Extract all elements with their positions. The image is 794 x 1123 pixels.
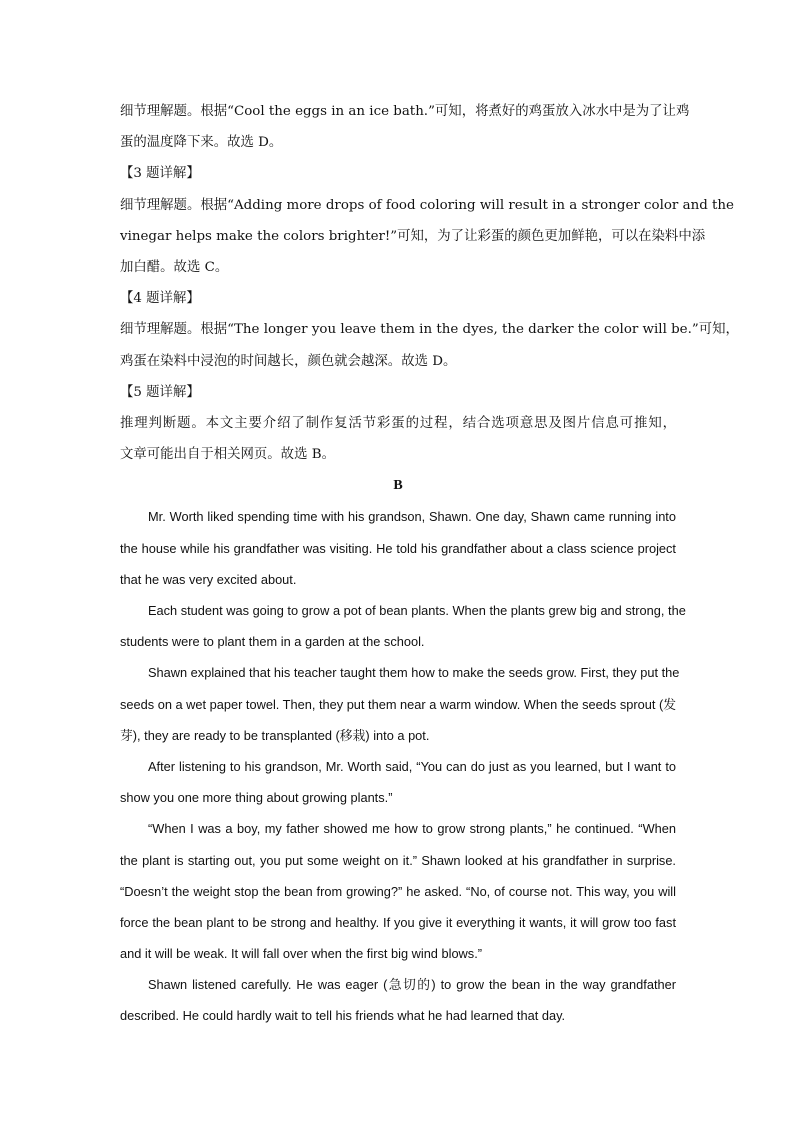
paragraph-line: “Doesn’t the weight stop the bean from growing?” he asked. “No, of course not. This way, you will xyxy=(120,883,676,899)
answer-block-5 xyxy=(120,377,676,471)
answer-4-line-1: 细节理解题。根据“The longer you leave them in the dyes, the darker the color will be.”可知， xyxy=(120,322,739,338)
paragraph-line: described. He could hardly wait to tell his friends what he had learned that day. xyxy=(120,1008,566,1024)
answer-3-line-3: 加白醋。故选 C。 xyxy=(120,259,229,275)
paragraph-line: Shawn explained that his teacher taught them how to make the seeds grow. First, they put the xyxy=(148,665,680,681)
answer-5-heading: 【5 题详解】 xyxy=(120,384,200,400)
passage-paragraph-4 xyxy=(120,751,676,813)
paragraph-line: and it will be weak. It will fall over when the first big wind blows.” xyxy=(120,946,483,962)
answer-4-line-2: 鸡蛋在染料中浸泡的时间越长，颜色就会越深。故选 D。 xyxy=(120,353,457,369)
answer-3-line-1: 细节理解题。根据“Adding more drops of food coloring will result in a stronger color and the xyxy=(120,197,734,213)
paragraph-line: Shawn listened carefully. He was eager (急切的) to grow the bean in the way grandfather xyxy=(148,977,676,993)
passage-title: B xyxy=(393,478,403,494)
paragraph-line: seeds on a wet paper towel. Then, they put them near a warm window. When the seeds sprout (发 xyxy=(120,696,677,712)
passage-paragraph-6 xyxy=(120,969,676,1031)
paragraph-line: Each student was going to grow a pot of bean plants. When the plants grew big and strong, the xyxy=(148,603,686,618)
paragraph-line: students were to plant them in a garden at the school. xyxy=(120,634,425,650)
passage-paragraph-5 xyxy=(120,813,676,969)
paragraph-line: the plant is starting out, you put some weight on it.” Shawn looked at his grandfather in surprise. xyxy=(120,852,676,868)
paragraph-line: the house while his grandfather was visiting. He told his grandfather about a class science project xyxy=(120,540,676,556)
answer-2-line-1: 细节理解题。根据“Cool the eggs in an ice bath.”可知，将煮好的鸡蛋放入冰水中是为了让鸡 xyxy=(120,104,690,119)
answer-5-line-1: 推理判断题。本文主要介绍了制作复活节彩蛋的过程，结合选项意思及图片信息可推知， xyxy=(120,415,676,431)
paragraph-line: After listening to his grandson, Mr. Worth said, “You can do just as you learned, but I want to xyxy=(148,758,676,774)
paragraph-line: that he was very excited about. xyxy=(120,571,297,587)
answer-block-4 xyxy=(120,283,739,377)
document-page xyxy=(120,96,739,1032)
answer-3-line-2: vinegar helps make the colors brighter!”可知，为了让彩蛋的颜色更加鲜艳，可以在染料中添 xyxy=(120,228,706,244)
passage-paragraph-3 xyxy=(120,657,680,751)
passage-paragraph-2 xyxy=(120,595,686,657)
answer-block-2 xyxy=(120,96,690,158)
answer-2-line-2: 蛋的温度降下来。故选 D。 xyxy=(120,135,283,151)
answer-5-line-2: 文章可能出自于相关网页。故选 B。 xyxy=(120,447,335,463)
paragraph-line: show you one more thing about growing plants.” xyxy=(120,790,393,806)
paragraph-line: “When I was a boy, my father showed me how to grow strong plants,” he continued. “When xyxy=(148,821,676,837)
paragraph-line: 芽), they are ready to be transplanted (移栽) into a pot. xyxy=(120,727,430,743)
answer-4-heading: 【4 题详解】 xyxy=(120,291,200,307)
paragraph-line: force the bean plant to be strong and healthy. If you give it everything it wants, it will grow too fast xyxy=(120,914,676,930)
answer-block-3 xyxy=(120,158,734,283)
paragraph-line: Mr. Worth liked spending time with his grandson, Shawn. One day, Shawn came running into xyxy=(148,509,676,525)
passage-paragraph-1 xyxy=(120,501,676,595)
answer-3-heading: 【3 题详解】 xyxy=(120,166,200,182)
